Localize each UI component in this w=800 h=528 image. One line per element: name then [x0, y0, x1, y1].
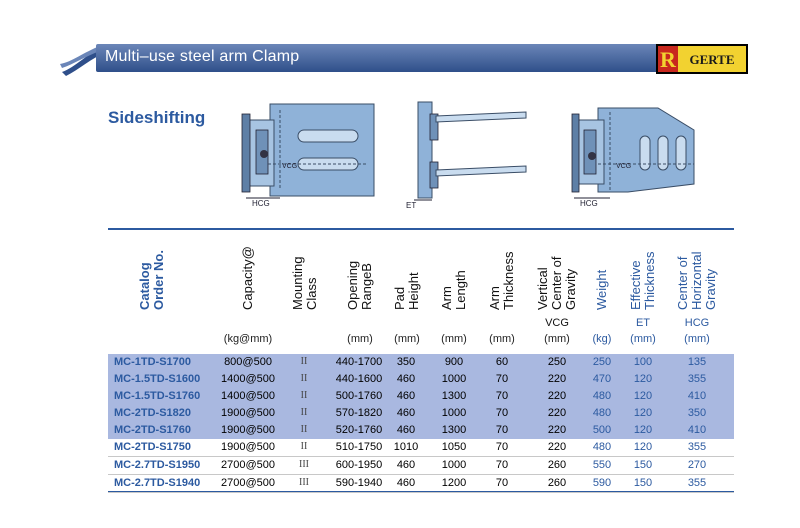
- header-vcg: Vertical Center of Gravity: [535, 256, 578, 310]
- cell-catalog: MC-2.7TD-S1950: [114, 459, 201, 471]
- cell-capacity: 1400@500: [221, 390, 275, 402]
- cell-et: 120: [633, 373, 653, 385]
- brand-name: GERTE: [689, 52, 735, 67]
- table-row: [108, 388, 734, 405]
- cell-mounting: II: [300, 356, 308, 367]
- clamp-side-drawing: [400, 96, 540, 212]
- table-row: [108, 439, 734, 457]
- cell-arm_len: 1000: [441, 459, 467, 471]
- table-row: [108, 422, 734, 439]
- cell-et: 120: [633, 424, 653, 436]
- table-row: [108, 405, 734, 422]
- cell-et: 100: [633, 356, 653, 368]
- cell-vcg: 260: [547, 477, 567, 489]
- cell-et: 150: [633, 459, 653, 471]
- cell-et: 120: [633, 390, 653, 402]
- cell-catalog: MC-2TD-S1750: [114, 441, 192, 453]
- cell-hcg: 410: [687, 424, 707, 436]
- header-mounting: Mounting Class: [290, 256, 319, 310]
- cell-vcg: 220: [547, 373, 567, 385]
- cell-capacity: 1900@500: [221, 407, 275, 419]
- cell-capacity: 800@500: [224, 356, 272, 368]
- header-weight: Weight: [594, 269, 609, 310]
- clamp-front-drawing: [238, 100, 378, 208]
- header-catalog: Catalog Order No.: [137, 250, 166, 310]
- cell-opening: 600-1950: [335, 459, 383, 471]
- cell-hcg: 135: [687, 356, 707, 368]
- brand-logo: [656, 44, 748, 74]
- table-row: [108, 354, 734, 371]
- cell-weight: 480: [592, 407, 612, 419]
- cell-weight: 480: [592, 441, 612, 453]
- unit-pad: (mm): [394, 333, 420, 345]
- cell-pad: 460: [396, 459, 416, 471]
- table-row: [108, 457, 734, 475]
- header-et: Effective Thickness: [628, 251, 657, 310]
- cell-et: 150: [633, 477, 653, 489]
- cell-capacity: 2700@500: [221, 459, 275, 471]
- cell-pad: 460: [396, 477, 416, 489]
- cell-mounting: III: [299, 459, 309, 470]
- abbr-et: ET: [635, 317, 651, 329]
- unit-arm_len: (mm): [441, 333, 467, 345]
- unit-hcg: (mm): [684, 333, 710, 345]
- cell-vcg: 220: [547, 407, 567, 419]
- cell-et: 120: [633, 441, 653, 453]
- abbr-vcg: VCG: [545, 317, 569, 329]
- cell-vcg: 220: [547, 390, 567, 402]
- cell-capacity: 2700@500: [221, 477, 275, 489]
- cell-hcg: 410: [687, 390, 707, 402]
- cell-opening: 570-1820: [335, 407, 383, 419]
- cell-mounting: II: [300, 441, 308, 452]
- cell-arm_len: 1050: [441, 441, 467, 453]
- cell-catalog: MC-2.7TD-S1940: [114, 477, 201, 489]
- cell-opening: 510-1750: [335, 441, 383, 453]
- header-pad: Pad Height: [392, 272, 421, 310]
- cell-capacity: 1900@500: [221, 424, 275, 436]
- cell-vcg: 260: [547, 459, 567, 471]
- unit-opening: (mm): [347, 333, 373, 345]
- cell-opening: 590-1940: [335, 477, 383, 489]
- cell-catalog: MC-1.5TD-S1760: [114, 390, 201, 402]
- unit-weight: (kg): [592, 333, 612, 345]
- brand-initial: R: [660, 47, 676, 72]
- cell-pad: 460: [396, 407, 416, 419]
- page-title: Multi–use steel arm Clamp: [105, 48, 300, 65]
- section-title: Sideshifting: [108, 108, 206, 127]
- cell-arm_len: 1300: [441, 390, 467, 402]
- unit-et: (mm): [630, 333, 656, 345]
- cell-arm_len: 900: [444, 356, 464, 368]
- cell-weight: 500: [592, 424, 612, 436]
- title-banner: [60, 44, 740, 74]
- cell-catalog: MC-1.5TD-S1600: [114, 373, 201, 385]
- unit-capacity: (kg@mm): [223, 333, 273, 345]
- cell-vcg: 220: [547, 424, 567, 436]
- cell-mounting: II: [300, 424, 308, 435]
- header-capacity: Capacity@: [240, 246, 255, 310]
- vcg-label-right: VCG: [616, 163, 632, 170]
- cell-opening: 520-1760: [335, 424, 383, 436]
- table-row: [108, 371, 734, 388]
- cell-pad: 1010: [393, 441, 419, 453]
- cell-mounting: II: [300, 390, 308, 401]
- cell-arm_thk: 70: [495, 373, 509, 385]
- cell-et: 120: [633, 407, 653, 419]
- hcg-label-left: HCG: [252, 199, 270, 208]
- cell-weight: 480: [592, 390, 612, 402]
- header-arm_len: Arm Length: [439, 270, 468, 310]
- cell-weight: 590: [592, 477, 612, 489]
- unit-vcg: (mm): [544, 333, 570, 345]
- header-opening: Opening RangeB: [345, 260, 374, 310]
- cell-opening: 500-1760: [335, 390, 383, 402]
- cell-pad: 350: [396, 356, 416, 368]
- cell-vcg: 250: [547, 356, 567, 368]
- cell-opening: 440-1600: [335, 373, 383, 385]
- header-hcg: Center of Horizontal Gravity: [675, 251, 718, 310]
- cell-hcg: 355: [687, 477, 707, 489]
- cell-arm_thk: 70: [495, 407, 509, 419]
- table-bottom-rule: [108, 491, 734, 492]
- cell-arm_thk: 70: [495, 459, 509, 471]
- cell-capacity: 1900@500: [221, 441, 275, 453]
- cell-pad: 460: [396, 390, 416, 402]
- cell-arm_thk: 70: [495, 441, 509, 453]
- cell-catalog: MC-2TD-S1760: [114, 424, 192, 436]
- cell-weight: 550: [592, 459, 612, 471]
- cell-hcg: 270: [687, 459, 707, 471]
- cell-hcg: 355: [687, 441, 707, 453]
- unit-arm_thk: (mm): [489, 333, 515, 345]
- header-arm_thk: Arm Thickness: [487, 251, 516, 310]
- cell-mounting: III: [299, 477, 309, 488]
- cell-hcg: 355: [687, 373, 707, 385]
- cell-vcg: 220: [547, 441, 567, 453]
- cell-capacity: 1400@500: [221, 373, 275, 385]
- hcg-label-right: HCG: [580, 199, 598, 208]
- vcg-label-left: VCG: [282, 163, 298, 170]
- spec-table: [108, 354, 734, 493]
- cell-mounting: II: [300, 373, 308, 384]
- cell-pad: 460: [396, 373, 416, 385]
- cell-arm_thk: 70: [495, 477, 509, 489]
- cell-opening: 440-1700: [335, 356, 383, 368]
- cell-catalog: MC-1TD-S1700: [114, 356, 192, 368]
- cell-arm_len: 1200: [441, 477, 467, 489]
- cell-weight: 470: [592, 373, 612, 385]
- clamp-angled-drawing: [568, 100, 708, 210]
- cell-arm_len: 1300: [441, 424, 467, 436]
- cell-mounting: II: [300, 407, 308, 418]
- cell-pad: 460: [396, 424, 416, 436]
- abbr-hcg: HCG: [684, 317, 710, 329]
- cell-hcg: 350: [687, 407, 707, 419]
- cell-arm_thk: 70: [495, 424, 509, 436]
- cell-arm_thk: 70: [495, 390, 509, 402]
- et-label: ET: [406, 201, 417, 210]
- cell-catalog: MC-2TD-S1820: [114, 407, 192, 419]
- cell-arm_thk: 60: [495, 356, 509, 368]
- cell-arm_len: 1000: [441, 407, 467, 419]
- cell-weight: 250: [592, 356, 612, 368]
- cell-arm_len: 1000: [441, 373, 467, 385]
